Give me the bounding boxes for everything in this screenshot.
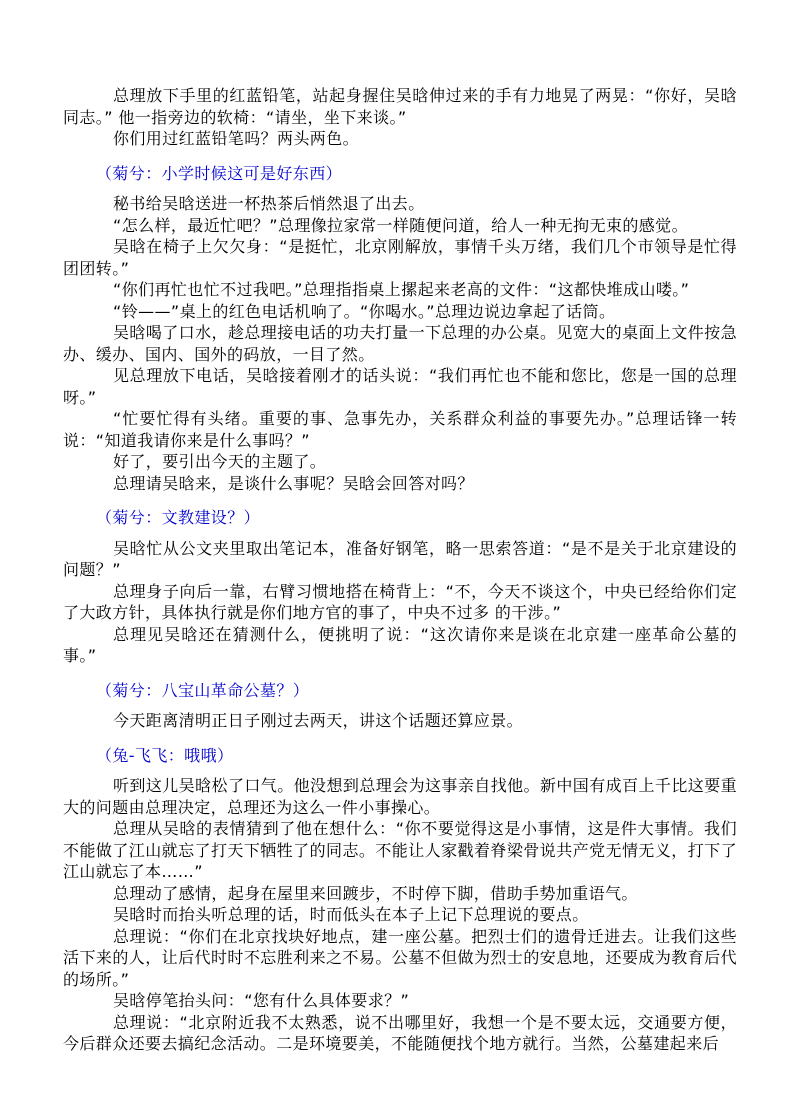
body-paragraph: “铃——”桌上的红色电话机响了。“你喝水。”总理边说边拿起了话筒。 — [113, 301, 616, 321]
body-paragraph: 总理请吴晗来，是谈什么事呢？吴晗会回答对吗？ — [113, 473, 474, 493]
body-paragraph: 吴晗时而抬头听总理的话，时而低头在本子上记下总理说的要点。 — [113, 905, 589, 924]
body-paragraph: 吴晗喝了口水，趁总理接电话的功夫打量一下总理的办公桌。见宽大的桌面上文件按急办、缓办、国内、国外的码放，一目了然。 — [63, 323, 737, 364]
body-paragraph: 今天距离清明正日子刚过去两天，讲这个话题还算应景。 — [113, 711, 524, 730]
body-paragraph: 你们用过红蓝铅笔吗？两头两色。 — [113, 129, 360, 148]
document-content — [63, 85, 737, 1055]
body-paragraph: 听到这儿吴晗松了口气。他没想到总理会为这事亲自找他。新中国有成百上千比这要重大的问题由总理决定，总理还为这么一件小事操心。 — [63, 776, 737, 817]
body-paragraph: 总理动了感情，起身在屋里来回踱步，不时停下脚，借助手势加重语气。 — [113, 883, 638, 903]
body-paragraph: 见总理放下电话，吴晗接着刚才的话头说：“我们再忙也不能和您比，您是一国的总理呀。” — [63, 366, 737, 407]
body-paragraph: 总理说：“北京附近我不太熟悉，说不出哪里好，我想一个是不要太远，交通要方便，今后群众还要去搞纪念活动。二是环境要美，不能随便找个地方就行。当然，公墓建起来后 — [63, 1012, 737, 1053]
body-paragraph: 吴晗忙从公文夹里取出笔记本，准备好钢笔，略一思索答道：“是不是关于北京建设的问题？” — [63, 538, 737, 579]
body-paragraph: “你们再忙也忙不过我吧。”总理指指桌上摞起来老高的文件：“这都快堆成山喽。” — [113, 280, 690, 299]
body-paragraph: “忙要忙得有头绪。重要的事、急事先办，关系群众利益的事要先办。”总理话锋一转说：“知道我请你来是什么事吗？” — [63, 409, 737, 450]
body-paragraph: 总理说：“你们在北京找块好地点，建一座公墓。把烈士们的遗骨迁进去。让我们这些活下来的人，让后代时时不忘胜利来之不易。公墓不但做为烈士的安息地，还要成为教育后代的场所。” — [63, 926, 737, 989]
reader-annotation: （菊兮：文教建设？） — [96, 508, 261, 527]
reader-annotation: （菊兮：八宝山革命公墓？） — [96, 680, 310, 700]
body-paragraph: 吴晗在椅子上欠欠身：“是挺忙，北京刚解放，事情千头万绪，我们几个市领导是忙得团团转。” — [63, 237, 737, 278]
body-paragraph: 总理见吴晗还在猜测什么，便挑明了说：“这次请你来是谈在北京建一座革命公墓的事。” — [63, 624, 737, 665]
body-paragraph: 总理身子向后一靠，右臂习惯地搭在椅背上：“不，今天不谈这个，中央已经给你们定了大政方针，具体执行就是你们地方官的事了，中央不过多 的干涉。” — [63, 581, 737, 622]
body-paragraph: 吴晗停笔抬头问：“您有什么具体要求？” — [113, 991, 410, 1010]
body-paragraph: “怎么样，最近忙吧？”总理像拉家常一样随便问道，给人一种无拘无束的感觉。 — [113, 215, 688, 235]
reader-annotation: （兔-飞飞：哦哦） — [96, 745, 234, 765]
body-paragraph: 秘书给吴晗送进一杯热茶后悄然退了出去。 — [113, 194, 425, 213]
reader-annotation: （菊兮：小学时候这可是好东西） — [96, 163, 343, 183]
body-paragraph: 总理放下手里的红蓝铅笔，站起身握住吴晗伸过来的手有力地晃了两晃：“你好，吴晗同志。” 他一指旁边的软椅：“请坐，坐下来谈。” — [63, 86, 737, 127]
body-paragraph: 好了，要引出今天的主题了。 — [113, 452, 327, 471]
body-paragraph: 总理从吴晗的表情猜到了他在想什么：“你不要觉得这是小事情，这是件大事情。我们不能做了江山就忘了打天下牺牲了的同志。不能让人家戳着脊梁骨说共产党无情无义，打下了江山就忘了本……” — [63, 819, 737, 881]
